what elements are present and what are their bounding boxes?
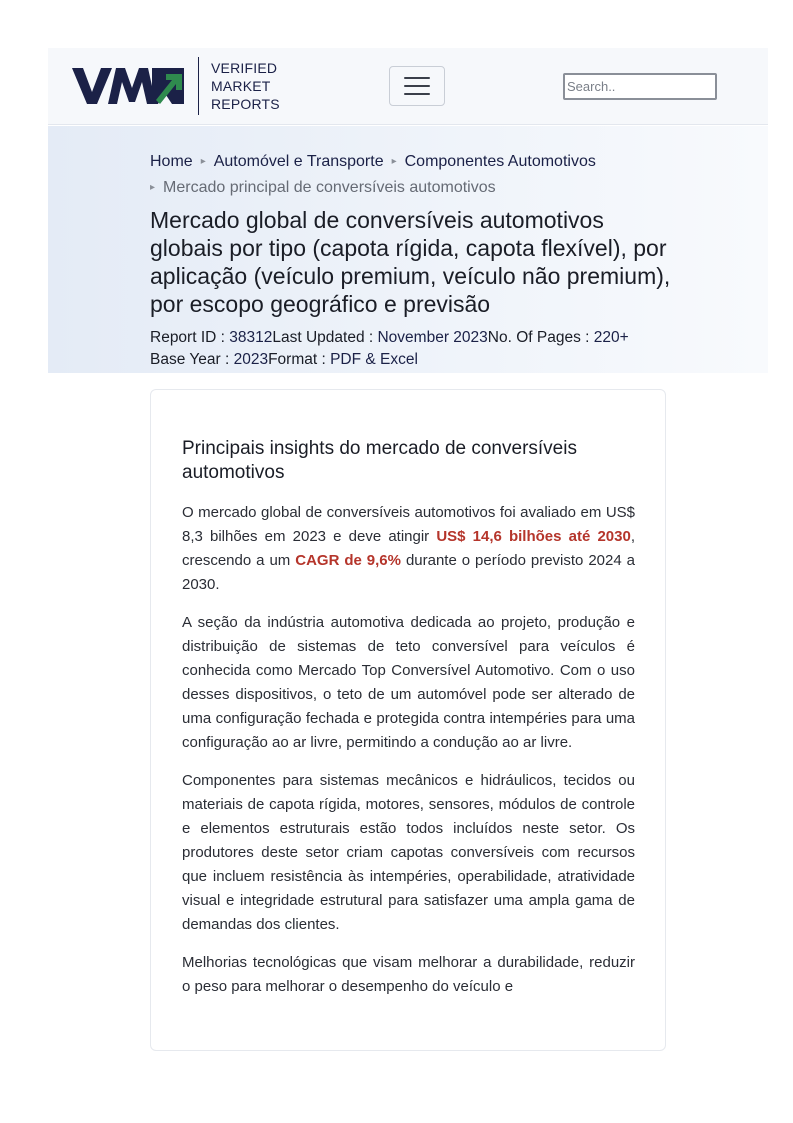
- report-id-label: Report ID :: [150, 329, 230, 346]
- hamburger-menu-button[interactable]: [389, 66, 445, 106]
- pages-value: 220+: [593, 329, 629, 346]
- p1-text-c: durante o período previsto 2024 a 2030.: [182, 552, 635, 593]
- vmr-logo[interactable]: [72, 57, 280, 115]
- search-input[interactable]: [563, 73, 717, 100]
- base-year-value: 2023: [233, 351, 269, 368]
- hamburger-icon-bar: [404, 85, 430, 87]
- p1-highlight-forecast: US$ 14,6 bilhões até 2030: [436, 528, 631, 545]
- pages-label: No. Of Pages :: [487, 329, 594, 346]
- p1-text-b: , crescendo a um: [182, 528, 635, 569]
- vmr-logo-icon: [72, 66, 184, 106]
- insights-paragraph-3: Componentes para sistemas mecânicos e hidráulicos, tecidos ou materiais de capota rígida, motores, sensores, módulos de controle e elementos estruturais estão todos incluídos neste setor. Os produtores deste setor criam capotas conversíveis com recursos que incluem resistência às intempéries, operabilidade, atratividade visual e integridade estrutural para satisfazer uma ampla gama de demandas dos clientes.: [182, 772, 635, 933]
- report-id-value: 38312: [229, 329, 273, 346]
- hamburger-icon-bar: [404, 77, 430, 79]
- logo-wordmark: [211, 59, 280, 113]
- insights-heading: Principais insights do mercado de conversíveis automotivos: [182, 438, 577, 483]
- insights-paragraph-2: A seção da indústria automotiva dedicada ao projeto, produção e distribuição de sistemas de teto conversível para veículos é conhecida como Mercado Top Conversível Automotivo. Com o uso desses dispositivos, o teto de um automóvel pode ser alterado de uma configuração fechada e protegida contra intempéries para uma configuração ao ar livre, permitindo a condução ao ar livre.: [182, 614, 635, 751]
- breadcrumb-automotive-components[interactable]: Componentes Automotivos: [404, 153, 596, 170]
- logo-divider: [198, 57, 199, 115]
- breadcrumb-automotive-transport[interactable]: Automóvel e Transporte: [213, 153, 384, 170]
- format-label: Format :: [268, 351, 331, 368]
- logo-line-3: REPORTS: [211, 96, 280, 112]
- breadcrumb-current: Mercado principal de conversíveis automotivos: [163, 179, 496, 196]
- report-meta: [150, 327, 690, 371]
- logo-line-1: VERIFIED: [211, 60, 278, 76]
- chevron-right-icon: ▸: [391, 156, 397, 167]
- logo-line-2: MARKET: [211, 78, 271, 94]
- insights-paragraph-1: [182, 501, 635, 597]
- last-updated-label: Last Updated :: [272, 329, 378, 346]
- chevron-right-icon: ▸: [200, 156, 206, 167]
- site-header: [48, 48, 768, 125]
- hamburger-icon-bar: [404, 93, 430, 95]
- base-year-label: Base Year :: [150, 351, 234, 368]
- insights-content: [182, 437, 635, 1013]
- breadcrumb-home[interactable]: Home: [150, 153, 193, 170]
- chevron-right-icon: ▸: [150, 182, 156, 193]
- insights-paragraph-4: Melhorias tecnológicas que visam melhorar a durabilidade, reduzir o peso para melhorar o desempenho do veículo e: [182, 954, 635, 995]
- page-title: Mercado global de conversíveis automotivos globais por tipo (capota rígida, capota flexível), por aplicação (veículo premium, veículo não premium), por escopo geográfico e previsão: [150, 207, 671, 317]
- last-updated-value: November 2023: [377, 329, 488, 346]
- insights-card: [150, 389, 666, 1051]
- p1-text-a: O mercado global de conversíveis automotivos foi avaliado em US$ 8,3 bilhões em 2023 e deve atingir: [182, 504, 635, 545]
- breadcrumb: [150, 150, 670, 202]
- report-hero: [48, 126, 768, 373]
- format-value: PDF & Excel: [330, 351, 418, 368]
- p1-highlight-cagr: CAGR de 9,6%: [295, 552, 401, 569]
